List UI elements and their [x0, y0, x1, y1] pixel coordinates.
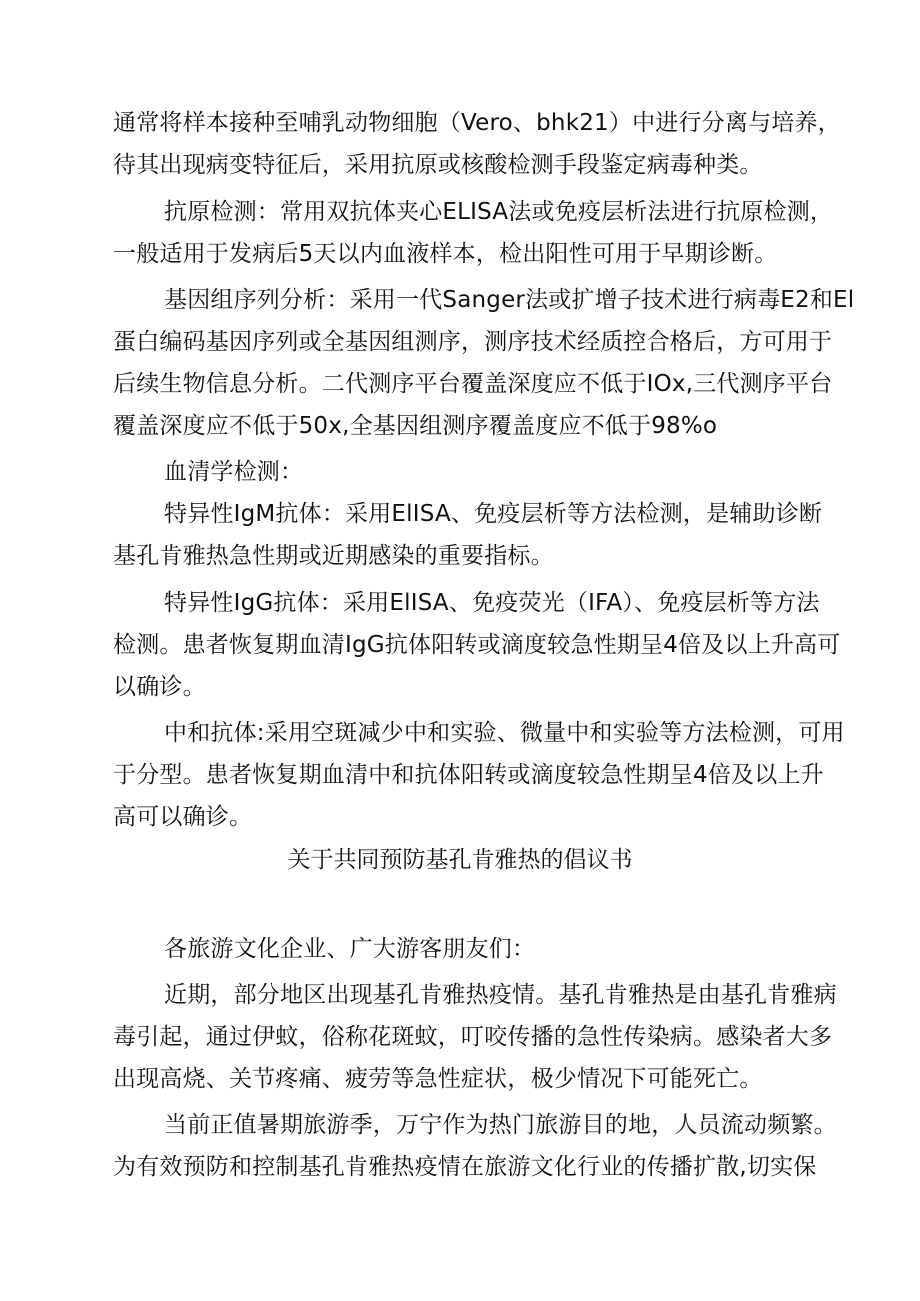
text-line-24: 为有效预防和控制基孔肯雅热疫情在旅游文化行业的传播扩散,切实保 — [113, 1154, 817, 1180]
text-line-22: 出现高烧、关节疼痛、疲劳等急性症状，极少情况下可能死亡。 — [113, 1066, 763, 1092]
text-line-4: 一般适用于发病后5天以内血液样本，检出阳性可用于早期诊断。 — [113, 241, 778, 267]
text-line-9: 血清学检测： — [164, 459, 304, 485]
text-line-5: 基因组序列分析：采用一代Sanger法或扩增子技术进行病毒E2和El — [164, 287, 855, 313]
text-line-3: 抗原检测：常用双抗体夹心ELISA法或免疫层析法进行抗原检测， — [164, 199, 834, 225]
text-line-23: 当前正值暑期旅游季，万宁作为热门旅游目的地，人员流动频繁。 — [164, 1112, 837, 1138]
text-line-7: 后续生物信息分析。二代测序平台覆盖深度应不低于IOx,三代测序平台 — [113, 371, 833, 397]
text-line-12: 特异性IgG抗体：采用ElISA、免疫荧光（IFA）、免疫层析等方法 — [164, 590, 820, 616]
text-line-10: 特异性IgM抗体：采用ElISA、免疫层析等方法检测，是辅助诊断 — [164, 501, 823, 527]
text-line-13: 检测。患者恢复期血清IgG抗体阳转或滴度较急性期呈4倍及以上升高可 — [113, 632, 841, 658]
text-line-1: 通常将样本接种至哺乳动物细胞（Vero、bhk21）中进行分离与培养， — [113, 110, 841, 136]
proposal-title: 关于共同预防基孔肯雅热的倡议书 — [287, 847, 633, 873]
text-line-21: 毒引起，通过伊蚊，俗称花斑蚊，叮咬传播的急性传染病。感染者大多 — [113, 1024, 833, 1050]
text-line-6: 蛋白编码基因序列或全基因组测序，测序技术经质控合格后，方可用于 — [113, 329, 833, 355]
text-line-8: 覆盖深度应不低于50x,全基因组测序覆盖度应不低于98%o — [113, 413, 718, 439]
text-line-15: 中和抗体:采用空斑减少中和实验、微量中和实验等方法检测，可用 — [164, 720, 845, 746]
text-line-20: 近期，部分地区出现基孔肯雅热疫情。基孔肯雅热是由基孔肯雅病 — [164, 982, 837, 1008]
text-line-16: 于分型。患者恢复期血清中和抗体阳转或滴度较急性期呈4倍及以上升 — [113, 762, 824, 788]
text-line-17: 高可以确诊。 — [113, 804, 253, 830]
text-line-2: 待其出现病变特征后，采用抗原或核酸检测手段鉴定病毒种类。 — [113, 152, 763, 178]
text-line-19: 各旅游文化企业、广大游客朋友们： — [164, 936, 536, 962]
text-line-11: 基孔肯雅热急性期或近期感染的重要指标。 — [113, 543, 554, 569]
text-line-14: 以确诊。 — [113, 674, 206, 700]
